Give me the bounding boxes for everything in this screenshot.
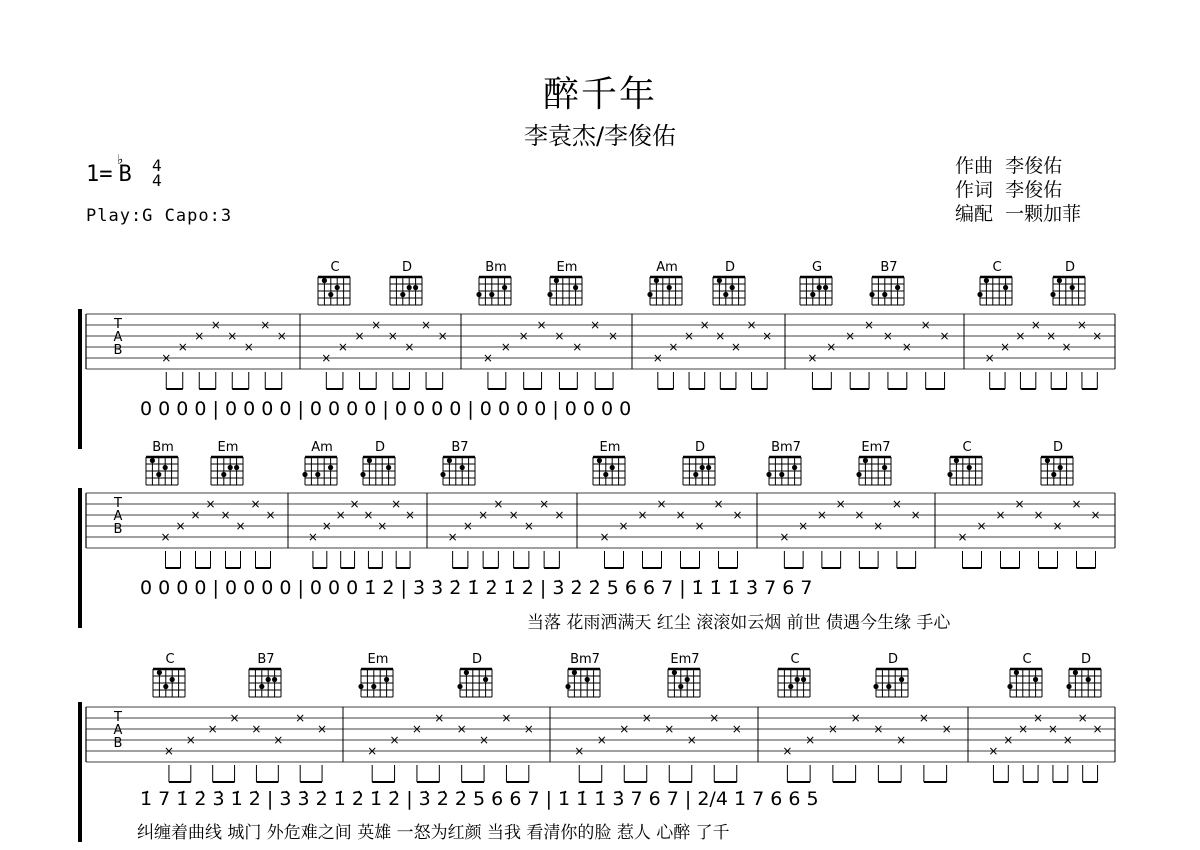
chord-finger-dot: [358, 684, 363, 689]
chord-finger-dot: [554, 278, 559, 283]
chord-finger-dot: [1073, 670, 1078, 675]
chord-finger-dot: [221, 472, 226, 477]
chord-finger-dot: [1058, 465, 1063, 470]
tab-note-mark: ×: [479, 733, 490, 747]
tab-note-mark: ×: [404, 340, 415, 354]
tab-note-mark: ×: [251, 722, 262, 736]
chord-finger-dot: [476, 292, 481, 297]
chord-name: Bm: [485, 260, 507, 275]
chord-finger-dot: [678, 684, 683, 689]
tab-note-mark: ×: [1000, 340, 1011, 354]
tab-note-mark: ×: [1052, 519, 1063, 533]
chord-name: D: [1052, 440, 1064, 455]
tab-note-mark: ×: [387, 329, 398, 343]
tab-note-mark: ×: [447, 530, 458, 544]
tab-clef-letter: A: [113, 509, 123, 524]
tab-note-mark: ×: [405, 508, 416, 522]
chord-finger-dot: [266, 677, 271, 682]
chord-finger-dot: [685, 677, 690, 682]
chord-finger-dot: [322, 278, 327, 283]
tab-note-mark: ×: [782, 744, 793, 758]
chord-name: G: [811, 260, 823, 275]
tab-note-mark: ×: [694, 519, 705, 533]
tab-note-mark: ×: [686, 733, 697, 747]
tab-note-mark: ×: [536, 318, 547, 332]
chord-finger-dot: [654, 278, 659, 283]
tab-note-mark: ×: [437, 329, 448, 343]
tab-note-mark: ×: [243, 340, 254, 354]
tab-note-mark: ×: [664, 722, 675, 736]
chord-finger-dot: [603, 472, 608, 477]
tab-note-mark: ×: [377, 519, 388, 533]
tab-note-mark: ×: [354, 329, 365, 343]
chord-finger-dot: [863, 458, 868, 463]
lyricist-credit: 作词 李俊佑: [955, 179, 1063, 201]
numbered-notation: 0 0 0 0 | 0 0 0 0 | 0 0 0 0 | 0 0 0 0 | 0 0 0 0 | 0 0 0 0: [140, 398, 632, 420]
chord-finger-dot: [795, 677, 800, 682]
tab-note-mark: ×: [260, 318, 271, 332]
chord-finger-dot: [869, 292, 874, 297]
tab-note-mark: ×: [160, 530, 171, 544]
chord-finger-dot: [717, 278, 722, 283]
tab-note-mark: ×: [321, 351, 332, 365]
tab-note-mark: ×: [901, 340, 912, 354]
chord-name: C: [962, 440, 972, 455]
tab-note-mark: ×: [976, 519, 987, 533]
tab-note-mark: ×: [1076, 318, 1087, 332]
chord-finger-dot: [1045, 458, 1050, 463]
tab-note-mark: ×: [554, 508, 565, 522]
tab-note-mark: ×: [1018, 722, 1029, 736]
tab-note-mark: ×: [1033, 711, 1044, 725]
lyrics-line: 纠缠着曲线 城门 外危难之间 英雄 一怒为红颜 当我 看清你的脸 惹人 心醉 了千: [137, 823, 730, 843]
tab-note-mark: ×: [462, 519, 473, 533]
chord-finger-dot: [672, 670, 677, 675]
flat-icon: ♭: [116, 152, 125, 168]
lyrics-line: 当落 花雨洒满天 红尘 滚滚如云烟 前世 债遇今生缘 手心: [527, 613, 951, 633]
chord-finger-dot: [360, 472, 365, 477]
tab-note-mark: ×: [619, 722, 630, 736]
tab-note-mark: ×: [1003, 733, 1014, 747]
tab-note-mark: ×: [618, 519, 629, 533]
tab-note-mark: ×: [175, 519, 186, 533]
tab-clef-letter: B: [113, 736, 123, 751]
chord-finger-dot: [597, 458, 602, 463]
chord-finger-dot: [386, 465, 391, 470]
chord-name: D: [1080, 652, 1092, 667]
chord-finger-dot: [882, 292, 887, 297]
tab-note-mark: ×: [798, 519, 809, 533]
chord-finger-dot: [335, 285, 340, 290]
tab-note-mark: ×: [523, 722, 534, 736]
chord-name: Am: [311, 440, 333, 455]
tab-clef-letter: B: [113, 522, 123, 537]
tab-note-mark: ×: [411, 722, 422, 736]
tab-note-mark: ×: [1047, 722, 1058, 736]
tab-note-mark: ×: [220, 508, 231, 522]
tab-clef-letter: T: [114, 317, 122, 332]
chord-finger-dot: [585, 677, 590, 682]
chord-name: Em7: [670, 652, 700, 667]
tab-note-mark: ×: [367, 744, 378, 758]
tab-note-mark: ×: [210, 318, 221, 332]
tab-note-mark: ×: [177, 340, 188, 354]
tab-note-mark: ×: [920, 318, 931, 332]
tab-note-mark: ×: [190, 508, 201, 522]
chord-finger-dot: [460, 465, 465, 470]
tab-note-mark: ×: [363, 508, 374, 522]
chord-finger-dot: [1051, 472, 1056, 477]
tab-note-mark: ×: [295, 711, 306, 725]
tab-note-mark: ×: [641, 711, 652, 725]
tab-note-mark: ×: [161, 351, 172, 365]
key-note: B: [118, 162, 132, 187]
tab-note-mark: ×: [163, 744, 174, 758]
chord-finger-dot: [272, 677, 277, 682]
tab-note-mark: ×: [835, 497, 846, 511]
chord-name: B7: [880, 260, 898, 275]
tab-note-mark: ×: [713, 497, 724, 511]
song-title: 醉千年: [542, 74, 657, 115]
tab-note-mark: ×: [572, 340, 583, 354]
chord-finger-dot: [954, 458, 959, 463]
tab-note-mark: ×: [391, 497, 402, 511]
chord-finger-dot: [157, 670, 162, 675]
arranger-credit: 编配 一颗加菲: [955, 203, 1082, 225]
chord-finger-dot: [371, 684, 376, 689]
chord-name: Em: [217, 440, 239, 455]
chord-finger-dot: [163, 684, 168, 689]
tab-note-mark: ×: [864, 318, 875, 332]
tab-note-mark: ×: [500, 340, 511, 354]
tab-note-mark: ×: [684, 329, 695, 343]
chord-finger-dot: [895, 285, 900, 290]
chord-finger-dot: [502, 285, 507, 290]
tab-note-mark: ×: [1077, 711, 1088, 725]
tab-note-mark: ×: [518, 329, 529, 343]
tab-note-mark: ×: [1071, 497, 1082, 511]
chord-finger-dot: [302, 472, 307, 477]
tab-note-mark: ×: [732, 508, 743, 522]
chord-finger-dot: [413, 285, 418, 290]
tab-note-mark: ×: [1015, 329, 1026, 343]
tab-note-mark: ×: [227, 329, 238, 343]
tab-note-mark: ×: [637, 508, 648, 522]
tab-note-mark: ×: [478, 508, 489, 522]
tab-note-mark: ×: [493, 497, 504, 511]
tab-note-mark: ×: [779, 530, 790, 544]
tab-note-mark: ×: [1030, 318, 1041, 332]
tab-note-mark: ×: [668, 340, 679, 354]
tab-note-mark: ×: [539, 497, 550, 511]
chord-finger-dot: [384, 677, 389, 682]
chord-finger-dot: [856, 472, 861, 477]
chord-finger-dot: [447, 458, 452, 463]
chord-finger-dot: [977, 292, 982, 297]
numbered-notation: 1̇ 7 1̇ 2̇ 3̇ 1̇ 2̇ | 3̇ 3̇ 2̇ 1̇ 2̇ 1̇ 2̇ | 3̇ 2̇ 2̇ 5 6 6 7 | 1̇ 1̇ 1̇ 3̇ 7 6 7 | 2/4 1̇ 7 6 6 5: [140, 788, 819, 810]
tab-note-mark: ×: [984, 351, 995, 365]
chord-name: B7: [451, 440, 469, 455]
chord-name: B7: [257, 652, 275, 667]
tab-note-mark: ×: [321, 519, 332, 533]
tab-note-mark: ×: [882, 329, 893, 343]
tab-note-mark: ×: [349, 497, 360, 511]
tab-note-mark: ×: [746, 318, 757, 332]
chord-name: Em: [599, 440, 621, 455]
chord-finger-dot: [766, 472, 771, 477]
tab-note-mark: ×: [276, 329, 287, 343]
chord-finger-dot: [163, 465, 168, 470]
chord-finger-dot: [723, 292, 728, 297]
tab-note-mark: ×: [608, 329, 619, 343]
tab-note-mark: ×: [185, 733, 196, 747]
tab-note-mark: ×: [434, 711, 445, 725]
tab-note-mark: ×: [826, 340, 837, 354]
chord-name: C: [992, 260, 1002, 275]
tab-note-mark: ×: [957, 530, 968, 544]
tab-note-mark: ×: [854, 508, 865, 522]
tab-note-mark: ×: [873, 519, 884, 533]
tab-note-mark: ×: [1092, 722, 1103, 736]
tab-note-mark: ×: [941, 722, 952, 736]
chord-finger-dot: [547, 292, 552, 297]
chord-finger-dot: [610, 465, 615, 470]
chord-name: D: [694, 440, 706, 455]
chord-finger-dot: [259, 684, 264, 689]
tab-note-mark: ×: [816, 508, 827, 522]
tab-note-mark: ×: [371, 318, 382, 332]
tab-note-mark: ×: [918, 711, 929, 725]
chord-name: Bm: [152, 440, 174, 455]
tab-clef-letter: T: [114, 496, 122, 511]
chord-name: Em: [556, 260, 578, 275]
chord-finger-dot: [573, 285, 578, 290]
chord-finger-dot: [407, 285, 412, 290]
chord-finger-dot: [489, 292, 494, 297]
chord-name: Em: [367, 652, 389, 667]
tab-note-mark: ×: [229, 711, 240, 725]
chord-name: Em7: [861, 440, 891, 455]
chord-finger-dot: [234, 465, 239, 470]
tab-note-mark: ×: [421, 318, 432, 332]
key-prefix: 1=: [86, 162, 113, 187]
time-sig-bottom: 4: [152, 171, 162, 190]
chord-name: C: [165, 652, 175, 667]
tab-note-mark: ×: [337, 340, 348, 354]
chord-name: D: [374, 440, 386, 455]
tab-note-mark: ×: [1092, 329, 1103, 343]
tab-note-mark: ×: [599, 530, 610, 544]
tab-note-mark: ×: [574, 744, 585, 758]
tab-note-mark: ×: [207, 722, 218, 736]
tab-note-mark: ×: [1061, 340, 1072, 354]
play-capo-info: Play:G Capo:3: [86, 206, 233, 226]
tab-note-mark: ×: [807, 351, 818, 365]
tab-note-mark: ×: [523, 519, 534, 533]
tab-note-mark: ×: [656, 497, 667, 511]
chord-finger-dot: [315, 472, 320, 477]
chord-name: D: [471, 652, 483, 667]
chord-finger-dot: [1057, 278, 1062, 283]
tab-note-mark: ×: [456, 722, 467, 736]
tab-clef-letter: A: [113, 723, 123, 738]
chord-finger-dot: [730, 285, 735, 290]
tab-note-mark: ×: [939, 329, 950, 343]
chord-finger-dot: [779, 472, 784, 477]
chord-finger-dot: [1066, 684, 1071, 689]
chord-name: D: [724, 260, 736, 275]
tab-note-mark: ×: [307, 530, 318, 544]
tab-note-mark: ×: [335, 508, 346, 522]
tab-clef-letter: T: [114, 710, 122, 725]
chord-finger-dot: [150, 458, 155, 463]
tab-note-mark: ×: [1090, 508, 1101, 522]
chord-finger-dot: [792, 465, 797, 470]
tab-note-mark: ×: [730, 340, 741, 354]
chord-finger-dot: [1050, 292, 1055, 297]
chord-finger-dot: [572, 670, 577, 675]
tab-note-mark: ×: [389, 733, 400, 747]
chord-finger-dot: [170, 677, 175, 682]
chord-finger-dot: [565, 684, 570, 689]
chord-finger-dot: [328, 465, 333, 470]
tab-note-mark: ×: [508, 508, 519, 522]
chord-finger-dot: [1033, 677, 1038, 682]
tab-note-mark: ×: [709, 711, 720, 725]
chord-finger-dot: [882, 465, 887, 470]
chord-name: C: [1022, 652, 1032, 667]
tab-note-mark: ×: [205, 497, 216, 511]
tab-note-mark: ×: [1062, 733, 1073, 747]
time-sig-top: 4: [152, 156, 162, 175]
tab-note-mark: ×: [699, 318, 710, 332]
tab-note-mark: ×: [250, 497, 261, 511]
chord-finger-dot: [984, 278, 989, 283]
tab-note-mark: ×: [988, 744, 999, 758]
chord-finger-dot: [706, 465, 711, 470]
chord-finger-dot: [483, 677, 488, 682]
chord-finger-dot: [647, 292, 652, 297]
tab-note-mark: ×: [317, 722, 328, 736]
chord-finger-dot: [810, 292, 815, 297]
tab-note-mark: ×: [273, 733, 284, 747]
tab-note-mark: ×: [995, 508, 1006, 522]
artist-name: 李袁杰/李俊佑: [523, 122, 677, 150]
chord-finger-dot: [400, 292, 405, 297]
chord-finger-dot: [817, 285, 822, 290]
chord-finger-dot: [1003, 285, 1008, 290]
chord-finger-dot: [228, 465, 233, 470]
chord-finger-dot: [788, 684, 793, 689]
chord-finger-dot: [873, 684, 878, 689]
tab-clef-letter: A: [113, 330, 123, 345]
chord-name: Bm7: [771, 440, 801, 455]
tab-note-mark: ×: [235, 519, 246, 533]
chord-finger-dot: [440, 472, 445, 477]
tab-note-mark: ×: [896, 733, 907, 747]
tab-note-mark: ×: [873, 722, 884, 736]
chord-finger-dot: [693, 472, 698, 477]
tab-note-mark: ×: [265, 508, 276, 522]
tab-note-mark: ×: [675, 508, 686, 522]
tab-note-mark: ×: [554, 329, 565, 343]
tab-clef-letter: B: [113, 343, 123, 358]
tab-note-mark: ×: [805, 733, 816, 747]
chord-finger-dot: [700, 465, 705, 470]
chord-finger-dot: [1007, 684, 1012, 689]
tab-note-mark: ×: [910, 508, 921, 522]
composer-credit: 作曲 李俊佑: [955, 155, 1063, 177]
chord-name: Bm7: [570, 652, 600, 667]
chord-finger-dot: [1014, 670, 1019, 675]
chord-finger-dot: [1086, 677, 1091, 682]
tab-note-mark: ×: [762, 329, 773, 343]
chord-name: C: [330, 260, 340, 275]
tab-note-mark: ×: [850, 711, 861, 725]
chord-name: D: [1064, 260, 1076, 275]
tab-note-mark: ×: [596, 733, 607, 747]
tab-note-mark: ×: [482, 351, 493, 365]
chord-name: Am: [656, 260, 678, 275]
tab-note-mark: ×: [590, 318, 601, 332]
chord-finger-dot: [464, 670, 469, 675]
tab-note-mark: ×: [652, 351, 663, 365]
chord-name: D: [401, 260, 413, 275]
chord-finger-dot: [886, 684, 891, 689]
tab-note-mark: ×: [827, 722, 838, 736]
tab-note-mark: ×: [1033, 508, 1044, 522]
tab-note-mark: ×: [501, 711, 512, 725]
tab-note-mark: ×: [845, 329, 856, 343]
chord-finger-dot: [328, 292, 333, 297]
chord-finger-dot: [156, 472, 161, 477]
chord-finger-dot: [667, 285, 672, 290]
chord-finger-dot: [367, 458, 372, 463]
tab-note-mark: ×: [891, 497, 902, 511]
chord-finger-dot: [801, 677, 806, 682]
tab-note-mark: ×: [1046, 329, 1057, 343]
tab-note-mark: ×: [715, 329, 726, 343]
chord-name: C: [790, 652, 800, 667]
chord-finger-dot: [823, 285, 828, 290]
chord-name: D: [887, 652, 899, 667]
tab-note-mark: ×: [731, 722, 742, 736]
chord-finger-dot: [457, 684, 462, 689]
chord-finger-dot: [899, 677, 904, 682]
tab-note-mark: ×: [194, 329, 205, 343]
chord-finger-dot: [947, 472, 952, 477]
tab-note-mark: ×: [1014, 497, 1025, 511]
chord-finger-dot: [967, 465, 972, 470]
chord-finger-dot: [1070, 285, 1075, 290]
numbered-notation: 0 0 0 0 | 0 0 0 0 | 0 0 0 1̇ 2̇ | 3̇ 3̇ 2̇ 1̇ 2̇ 1̇ 2̇ | 3̇ 2̇ 2̇ 5 6 6 7 | 1̇ 1̇ 1̇ 3̇ 7 6 7: [140, 577, 813, 599]
